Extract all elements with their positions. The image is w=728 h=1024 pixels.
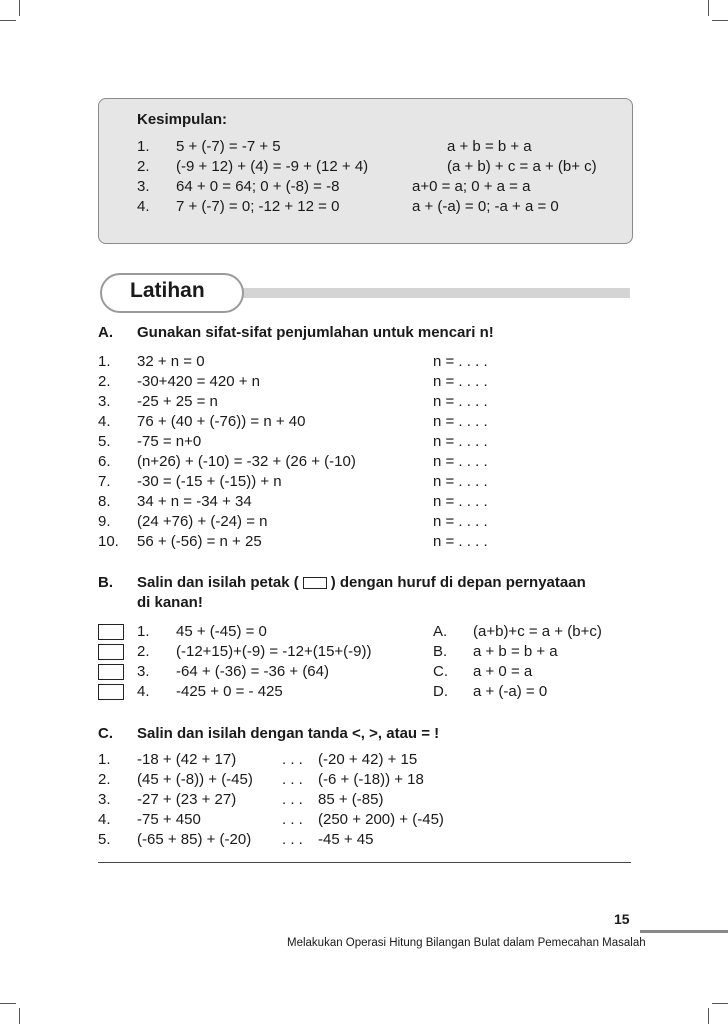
exercise-answer: n = . . . . bbox=[433, 473, 488, 490]
footer-bar bbox=[640, 930, 728, 933]
summary-rule: a + (-a) = 0; -a + a = 0 bbox=[412, 198, 559, 215]
section-c-instruction: Salin dan isilah dengan tanda <, >, atau = ! bbox=[137, 725, 440, 742]
exercise-expression: -30+420 = 420 + n bbox=[137, 373, 261, 390]
exercise-expression: (n+26) + (-10) = -32 + (26 + (-10) bbox=[137, 453, 356, 470]
exercise-number: 10. bbox=[98, 533, 119, 550]
exercise-answer: n = . . . . bbox=[433, 413, 488, 430]
section-end-divider bbox=[98, 862, 631, 863]
exercise-number: 6. bbox=[98, 453, 111, 470]
section-a-instruction: Gunakan sifat-sifat penjumlahan untuk mencari n! bbox=[137, 324, 494, 341]
matching-number: 2. bbox=[137, 643, 150, 660]
exercise-answer: n = . . . . bbox=[433, 393, 488, 410]
running-footer: Melakukan Operasi Hitung Bilangan Bulat dalam Pemecahan Masalah bbox=[287, 937, 646, 949]
exercise-answer: n = . . . . bbox=[433, 353, 488, 370]
crop-mark bbox=[19, 0, 20, 16]
summary-rule: (a + b) + c = a + (b+ c) bbox=[447, 158, 597, 175]
matching-statement: a + 0 = a bbox=[473, 663, 533, 680]
compare-number: 5. bbox=[98, 831, 111, 848]
exercise-number: 4. bbox=[98, 413, 111, 430]
section-b-letter: B. bbox=[98, 574, 113, 591]
exercise-expression: -25 + 25 = n bbox=[137, 393, 218, 410]
matching-statement: a + b = b + a bbox=[473, 643, 558, 660]
exercise-number: 7. bbox=[98, 473, 111, 490]
summary-example: (-9 + 12) + (4) = -9 + (12 + 4) bbox=[176, 158, 369, 175]
exercise-expression: 76 + (40 + (-76)) = n + 40 bbox=[137, 413, 306, 430]
section-b-instruction-start: Salin dan isilah petak ( bbox=[137, 574, 299, 591]
exercise-answer: n = . . . . bbox=[433, 533, 488, 550]
exercise-number: 2. bbox=[98, 373, 111, 390]
compare-dots: . . . bbox=[282, 811, 303, 828]
exercise-expression: 56 + (-56) = n + 25 bbox=[137, 533, 262, 550]
compare-dots: . . . bbox=[282, 791, 303, 808]
matching-statement: (a+b)+c = a + (b+c) bbox=[473, 623, 602, 640]
exercise-number: 3. bbox=[98, 393, 111, 410]
summary-rule: a + b = b + a bbox=[447, 138, 532, 155]
exercise-expression: 34 + n = -34 + 34 bbox=[137, 493, 252, 510]
summary-number: 1. bbox=[137, 138, 150, 155]
exercise-answer: n = . . . . bbox=[433, 513, 488, 530]
compare-right: (250 + 200) + (-45) bbox=[318, 811, 444, 828]
crop-mark bbox=[0, 1003, 16, 1004]
summary-title: Kesimpulan: bbox=[137, 111, 228, 128]
exercise-answer: n = . . . . bbox=[433, 373, 488, 390]
crop-mark bbox=[712, 1003, 728, 1004]
compare-left: -18 + (42 + 17) bbox=[137, 751, 237, 768]
compare-number: 2. bbox=[98, 771, 111, 788]
compare-number: 3. bbox=[98, 791, 111, 808]
crop-mark bbox=[0, 20, 16, 21]
exercise-number: 5. bbox=[98, 433, 111, 450]
summary-rule: a+0 = a; 0 + a = a bbox=[412, 178, 531, 195]
exercise-answer: n = . . . . bbox=[433, 453, 488, 470]
summary-number: 2. bbox=[137, 158, 150, 175]
matching-statement: a + (-a) = 0 bbox=[473, 683, 548, 700]
section-a-letter: A. bbox=[98, 324, 113, 341]
exercise-number: 1. bbox=[98, 353, 111, 370]
latihan-divider-bar bbox=[200, 288, 630, 298]
matching-letter: B. bbox=[433, 643, 448, 660]
crop-mark bbox=[712, 20, 728, 21]
compare-right: 85 + (-85) bbox=[318, 791, 384, 808]
section-b-instruction bbox=[137, 574, 586, 592]
matching-letter: A. bbox=[433, 623, 448, 640]
exercise-answer: n = . . . . bbox=[433, 433, 488, 450]
matching-expression: (-12+15)+(-9) = -12+(15+(-9)) bbox=[176, 643, 372, 660]
compare-right: (-6 + (-18)) + 18 bbox=[318, 771, 424, 788]
matching-number: 4. bbox=[137, 683, 150, 700]
exercise-answer: n = . . . . bbox=[433, 493, 488, 510]
exercise-expression: (24 +76) + (-24) = n bbox=[137, 513, 268, 530]
compare-right: (-20 + 42) + 15 bbox=[318, 751, 418, 768]
exercise-expression: -75 = n+0 bbox=[137, 433, 202, 450]
exercise-expression: 32 + n = 0 bbox=[137, 353, 205, 370]
summary-example: 7 + (-7) = 0; -12 + 12 = 0 bbox=[176, 198, 340, 215]
summary-example: 64 + 0 = 64; 0 + (-8) = -8 bbox=[176, 178, 340, 195]
compare-left: -75 + 450 bbox=[137, 811, 201, 828]
compare-dots: . . . bbox=[282, 771, 303, 788]
section-c-letter: C. bbox=[98, 725, 113, 742]
crop-mark bbox=[708, 1008, 709, 1024]
compare-left: -27 + (23 + 27) bbox=[137, 791, 237, 808]
compare-dots: . . . bbox=[282, 751, 303, 768]
compare-dots: . . . bbox=[282, 831, 303, 848]
matching-letter: D. bbox=[433, 683, 448, 700]
summary-number: 3. bbox=[137, 178, 150, 195]
matching-letter: C. bbox=[433, 663, 448, 680]
crop-mark bbox=[708, 0, 709, 16]
matching-expression: -64 + (-36) = -36 + (64) bbox=[176, 663, 329, 680]
matching-expression: -425 + 0 = - 425 bbox=[176, 683, 283, 700]
compare-number: 1. bbox=[98, 751, 111, 768]
matching-expression: 45 + (-45) = 0 bbox=[176, 623, 267, 640]
answer-box[interactable] bbox=[98, 664, 124, 680]
answer-box-icon bbox=[303, 577, 327, 589]
answer-box[interactable] bbox=[98, 624, 124, 640]
answer-box[interactable] bbox=[98, 684, 124, 700]
page-number: 15 bbox=[614, 911, 630, 927]
compare-right: -45 + 45 bbox=[318, 831, 374, 848]
matching-number: 1. bbox=[137, 623, 150, 640]
matching-number: 3. bbox=[137, 663, 150, 680]
compare-left: (45 + (-8)) + (-45) bbox=[137, 771, 253, 788]
section-b-instruction-end: ) dengan huruf di depan pernyataan bbox=[330, 574, 586, 591]
summary-number: 4. bbox=[137, 198, 150, 215]
answer-box[interactable] bbox=[98, 644, 124, 660]
compare-left: (-65 + 85) + (-20) bbox=[137, 831, 252, 848]
latihan-title: Latihan bbox=[130, 279, 205, 302]
crop-mark bbox=[19, 1008, 20, 1024]
compare-number: 4. bbox=[98, 811, 111, 828]
exercise-number: 9. bbox=[98, 513, 111, 530]
exercise-number: 8. bbox=[98, 493, 111, 510]
summary-example: 5 + (-7) = -7 + 5 bbox=[176, 138, 281, 155]
section-b-instruction-line2: di kanan! bbox=[137, 594, 203, 611]
exercise-expression: -30 = (-15 + (-15)) + n bbox=[137, 473, 282, 490]
